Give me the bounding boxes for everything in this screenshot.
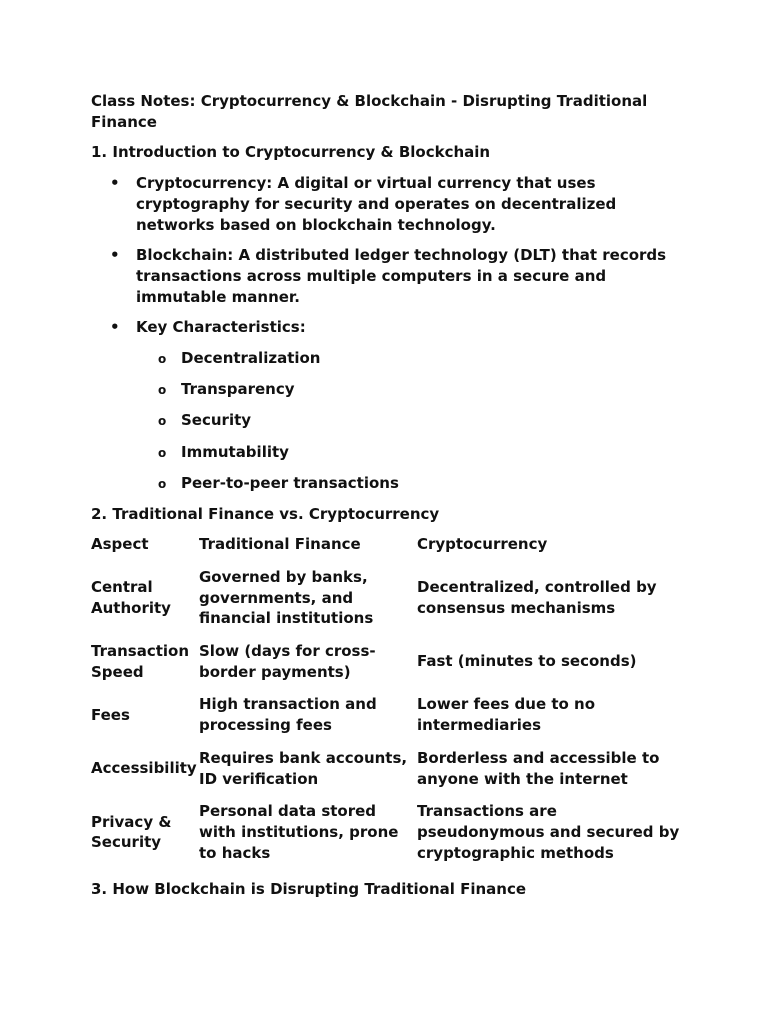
table-row xyxy=(91,748,681,801)
column-header-aspect: Aspect xyxy=(91,535,149,554)
table-row xyxy=(91,567,681,641)
table-cell-aspect: Accessibility xyxy=(91,759,197,778)
column-header-cryptocurrency: Cryptocurrency xyxy=(417,535,548,554)
table-cell-crypto: Lower fees due to no intermediaries xyxy=(417,695,596,735)
table-header-row xyxy=(91,534,681,567)
sub-bullet-icon: o xyxy=(158,352,167,367)
bullet-cryptocurrency xyxy=(91,173,681,235)
table-cell-crypto: Borderless and accessible to anyone with the internet xyxy=(417,748,660,788)
characteristic-item xyxy=(136,473,681,494)
table-cell-traditional: Slow (days for cross-border payments) xyxy=(199,642,376,681)
characteristic-label: Peer-to-peer transactions xyxy=(181,473,399,492)
bullet-text-blockchain: Blockchain: A distributed ledger technology (DLT) that records transactions across multiple computers in a secure and immutable manner. xyxy=(136,246,667,306)
table-row xyxy=(91,641,681,694)
table-cell-traditional: Governed by banks, governments, and financial institutions xyxy=(199,567,374,628)
table-cell-aspect: Fees xyxy=(91,705,130,724)
table-row xyxy=(91,694,681,747)
bullet-icon: • xyxy=(110,318,120,337)
characteristic-item xyxy=(136,348,681,369)
characteristic-label: Immutability xyxy=(181,442,289,461)
table-cell-crypto: Fast (minutes to seconds) xyxy=(417,652,637,671)
comparison-table xyxy=(91,534,681,875)
characteristic-item xyxy=(136,442,681,463)
characteristic-label: Transparency xyxy=(181,380,295,399)
bullet-text-key-characteristics: Key Characteristics: xyxy=(136,318,306,337)
bullet-key-characteristics xyxy=(91,317,681,493)
bullet-icon: • xyxy=(110,174,120,193)
table-cell-traditional: High transaction and processing fees xyxy=(199,695,377,735)
table-cell-traditional: Personal data stored with institutions, prone to hacks xyxy=(199,802,399,862)
characteristic-item xyxy=(136,410,681,431)
introduction-bullet-list xyxy=(91,173,681,493)
characteristics-list xyxy=(136,348,681,494)
table-cell-aspect: Transaction Speed xyxy=(91,642,190,681)
section-heading-introduction: 1. Introduction to Cryptocurrency & Blockchain xyxy=(91,143,491,162)
sub-bullet-icon: o xyxy=(158,414,167,429)
characteristic-item xyxy=(136,379,681,400)
bullet-icon: • xyxy=(110,246,120,265)
column-header-traditional-finance: Traditional Finance xyxy=(199,535,361,554)
sub-bullet-icon: o xyxy=(158,476,167,491)
document-page xyxy=(91,91,681,910)
bullet-blockchain xyxy=(91,245,681,307)
table-cell-aspect: Privacy & Security xyxy=(91,812,172,852)
document-title: Class Notes: Cryptocurrency & Blockchain - Disrupting Traditional Finance xyxy=(91,92,648,131)
table-cell-crypto: Decentralized, controlled by consensus mechanisms xyxy=(417,578,657,617)
bullet-text-cryptocurrency: Cryptocurrency: A digital or virtual currency that uses cryptography for security and operates on decentralized networks based on blockchain technology. xyxy=(136,174,617,234)
table-cell-crypto: Transactions are pseudonymous and secured by cryptographic methods xyxy=(417,802,680,862)
sub-bullet-icon: o xyxy=(158,383,167,398)
section-heading-disruption: 3. How Blockchain is Disrupting Traditional Finance xyxy=(91,880,527,899)
table-cell-aspect: Central Authority xyxy=(91,578,171,617)
section-heading-comparison: 2. Traditional Finance vs. Cryptocurrency xyxy=(91,504,440,523)
characteristic-label: Decentralization xyxy=(181,349,321,368)
sub-bullet-icon: o xyxy=(158,445,167,460)
table-row xyxy=(91,801,681,875)
characteristic-label: Security xyxy=(181,411,252,430)
table-cell-traditional: Requires bank accounts, ID verification xyxy=(199,748,408,788)
